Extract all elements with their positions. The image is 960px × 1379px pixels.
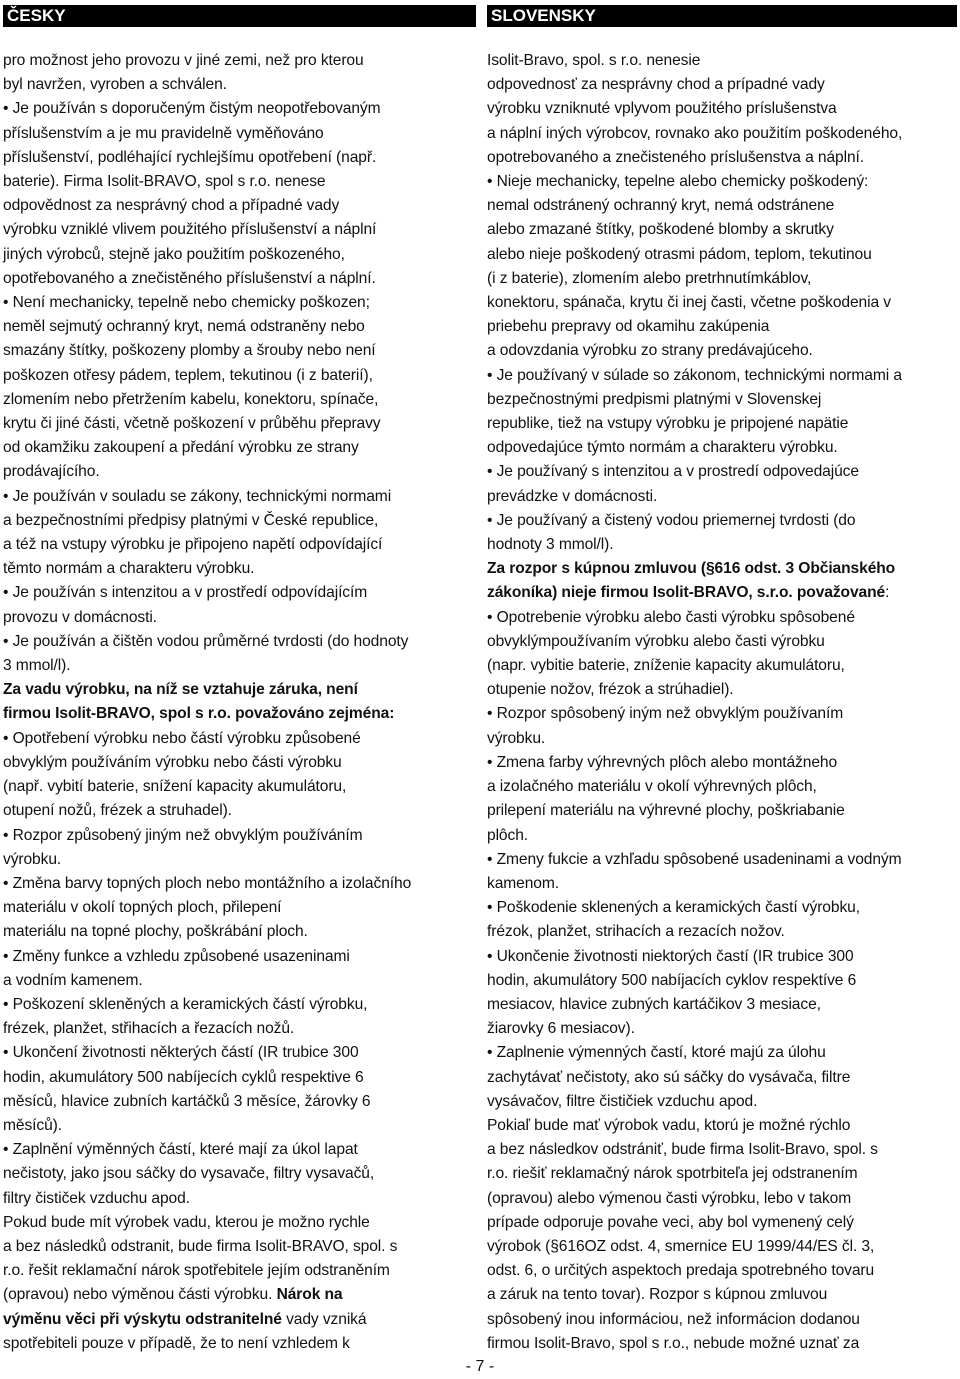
text-line-content: (opravou) alebo výmenou časti výrobku, lebo v takom	[487, 1189, 852, 1207]
text-line-content: Za vadu výrobku, na níž se vztahuje záruka, není	[3, 681, 358, 699]
text-line-content: r.o. riešiť reklamačný nárok spotrbiteľa jej odstranením	[487, 1165, 858, 1183]
text-line-content: mesiacov, hlavice zubných kartáčikov 3 mesiace,	[487, 995, 821, 1013]
text-line-content: hodin, akumulátory 500 nabíjecích cyklů respektive 6	[3, 1068, 364, 1086]
text-line	[487, 702, 957, 726]
text-line-content: a izolačného materiálu v okolí výhrevných plôch,	[487, 778, 817, 796]
text-line	[3, 896, 476, 920]
text-line-content: firmou Isolit-BRAVO, spol s r.o. považováno zejména:	[3, 705, 395, 723]
text-line-content: • Ukončení životnosti některých částí (IR trubice 300	[3, 1044, 359, 1062]
text-line-content: vysávačov, filtre čističiek vzduchu apod.	[487, 1092, 758, 1110]
text-line-content: • Zaplnění výměnných částí, které mají za úkol lapat	[3, 1141, 358, 1159]
text-line-content: otupenie nožov, frézok a strúhadiel).	[487, 681, 734, 699]
text-line-content: měsíců).	[3, 1116, 62, 1134]
text-line	[3, 388, 476, 412]
text-line-content: (opravou) nebo výměnou části výrobku.	[3, 1286, 277, 1304]
text-line	[3, 1308, 476, 1332]
text-line-content: • Poškození skleněných a keramických částí výrobku,	[3, 995, 368, 1013]
text-line	[3, 436, 476, 460]
text-line-content: výrobku.	[487, 729, 546, 747]
text-line-content: • Je používaný v súlade so zákonom, technickými normami a	[487, 366, 902, 384]
text-line	[487, 1017, 957, 1041]
text-line-content: a vodním kamenem.	[3, 971, 143, 989]
text-line	[487, 73, 957, 97]
text-line	[487, 485, 957, 509]
text-line	[3, 1259, 476, 1283]
text-line-content: výrobku vzniknuté vplyvom použitého príslušenstva	[487, 100, 837, 118]
text-line-content: hodnoty 3 mmol/l).	[487, 536, 614, 554]
text-line	[487, 267, 957, 291]
text-line-content: těmto normám a charakteru výrobku.	[3, 560, 255, 578]
text-line-content: zachytávať nečistoty, ako sú sáčky do vysávača, filtre	[487, 1068, 851, 1086]
text-line-content: frézek, planžet, střihacích a řezacích nožů.	[3, 1020, 295, 1038]
text-line	[487, 122, 957, 146]
text-line-content: a bezpečnostními předpisy platnými v České republice,	[3, 511, 379, 529]
text-line	[487, 678, 957, 702]
text-line	[487, 436, 957, 460]
text-line-content: neměl sejmutý ochranný kryt, nemá odstraněny nebo	[3, 318, 365, 336]
text-line	[487, 1308, 957, 1332]
text-line-content: prodávajícího.	[3, 463, 100, 481]
text-line	[487, 630, 957, 654]
text-line	[487, 799, 957, 823]
text-line-content: • Zmeny fukcie a vzhľadu spôsobené usadeninami a vodným	[487, 850, 902, 868]
text-line-content: (např. vybití baterie, snížení kapacity akumulátoru,	[3, 778, 347, 796]
text-line-content: provozu v domácnosti.	[3, 608, 157, 626]
text-line	[3, 49, 476, 73]
text-line-content: • Změna barvy topných ploch nebo montážního a izolačního	[3, 874, 412, 892]
text-line-content: • Opotrebenie výrobku alebo časti výrobku spôsobené	[487, 608, 855, 626]
text-line-content: filtry čističek vzduchu apod.	[3, 1189, 190, 1207]
text-line-content: obvyklýmpoužívaním výrobku alebo časti výrobku	[487, 632, 825, 650]
text-line	[3, 315, 476, 339]
text-line	[3, 1332, 476, 1356]
text-line-content: obvyklým používáním výrobku nebo části výrobku	[3, 753, 342, 771]
text-line	[3, 485, 476, 509]
text-line	[3, 460, 476, 484]
text-line-content: a náplní iných výrobcov, rovnako ako použitím poškodeného,	[487, 124, 903, 142]
text-line-content: pro možnost jeho provozu v jiné zemi, než pro kterou	[3, 52, 364, 69]
text-line-content: • Zmena farby výhrevných plôch alebo montážneho	[487, 753, 838, 771]
text-line	[487, 1235, 957, 1259]
text-line	[3, 218, 476, 242]
text-line	[3, 799, 476, 823]
text-line-content: • Je používán a čištěn vodou průměrné tvrdosti (do hodnoty	[3, 632, 409, 650]
text-line-content: republike, tiež na vstupy výrobku je pripojené napätie	[487, 415, 849, 433]
text-line	[3, 170, 476, 194]
text-line	[3, 1041, 476, 1065]
text-line-content: 3 mmol/l).	[3, 657, 71, 675]
text-line-content: a též na vstupy výrobku je připojeno napětí odpovídající	[3, 536, 383, 554]
text-line-content: • Není mechanicky, tepelně nebo chemicky poškozen;	[3, 294, 370, 312]
text-line	[487, 1114, 957, 1138]
text-line	[487, 388, 957, 412]
text-line	[3, 1090, 476, 1114]
text-line-content: výrobku.	[3, 850, 62, 868]
text-line	[3, 146, 476, 170]
text-line-content: příslušenství, podléhající rychlejšímu opotřebení (např.	[3, 148, 377, 166]
text-line	[487, 824, 957, 848]
text-line	[487, 291, 957, 315]
text-line	[3, 678, 476, 702]
text-line-bold-tail: Nárok na	[276, 1286, 343, 1304]
text-line	[3, 872, 476, 896]
text-line	[3, 291, 476, 315]
text-line-content: • Zaplnenie výmenných častí, ktoré majú za úlohu	[487, 1044, 826, 1062]
text-line-content: odpovědnost za nesprávný chod a případné vady	[3, 197, 340, 215]
text-line-content: poškozen otřesy pádem, teplem, tekutinou (i z baterií),	[3, 366, 373, 384]
text-line-content: plôch.	[487, 826, 529, 844]
text-line-content: odpovednosť za nesprávny chod a prípadné vady	[487, 76, 825, 94]
text-line-content: výměnu věci při výskytu odstranitelné	[3, 1310, 282, 1328]
text-line-content: od okamžiku zakoupení a předání výrobku ze strany	[3, 439, 359, 457]
text-line	[487, 170, 957, 194]
text-line	[3, 993, 476, 1017]
text-line-content: materiálu na topné plochy, poškrábání ploch.	[3, 923, 308, 941]
text-line-content: žiarovky 6 mesiacov).	[487, 1020, 635, 1038]
text-line	[487, 945, 957, 969]
text-line-content: byl navržen, vyroben a schválen.	[3, 76, 227, 94]
text-line	[487, 848, 957, 872]
text-line-content: prilepení materiálu na výhrevné plochy, poškriabanie	[487, 802, 845, 820]
text-line	[487, 339, 957, 363]
text-line	[3, 581, 476, 605]
text-line	[3, 1211, 476, 1235]
text-line	[3, 969, 476, 993]
text-line	[3, 751, 476, 775]
text-line	[487, 460, 957, 484]
text-line	[487, 993, 957, 1017]
text-line	[487, 1211, 957, 1235]
text-line-content: kamenom.	[487, 874, 559, 892]
text-line	[3, 364, 476, 388]
text-line-content: příslušenstvím a je mu pravidelně vyměňováno	[3, 124, 324, 142]
text-line-content: • Je používaný a čistený vodou priemernej tvrdosti (do	[487, 511, 856, 529]
text-line-content: spotřebiteli pouze v případě, že to není vzhledem k	[3, 1334, 350, 1352]
text-line	[3, 412, 476, 436]
text-line-content: prípade odporuje povahe veci, aby bol vymenený celý	[487, 1213, 854, 1231]
text-line-content: (napr. vybitie baterie, zníženie kapacity akumulátoru,	[487, 657, 845, 675]
text-line	[3, 654, 476, 678]
text-line	[487, 1162, 957, 1186]
text-line-content: firmou Isolit-Bravo, spol s r.o., nebude možné uznať za	[487, 1334, 860, 1352]
text-line	[3, 1017, 476, 1041]
text-line	[3, 509, 476, 533]
text-line-content: r.o. řešit reklamační nárok spotřebitele jejím odstraněním	[3, 1262, 390, 1280]
text-line	[3, 606, 476, 630]
slovak-heading: SLOVENSKY	[487, 5, 957, 27]
text-line	[487, 218, 957, 242]
text-line	[487, 364, 957, 388]
text-line	[3, 824, 476, 848]
text-line	[3, 848, 476, 872]
text-line	[487, 146, 957, 170]
text-line	[487, 194, 957, 218]
text-line-content: zlomením nebo přetržením kabelu, konektoru, spínače,	[3, 390, 379, 408]
text-line	[487, 533, 957, 557]
czech-heading: ČESKY	[3, 5, 476, 27]
text-line-content: a záruk na tento tovar). Rozpor s kúpnou zmluvou	[487, 1286, 828, 1304]
text-line-content: • Rozpor spôsobený iným než obvyklým používaním	[487, 705, 844, 723]
text-line	[487, 1066, 957, 1090]
text-line	[3, 630, 476, 654]
text-line	[487, 896, 957, 920]
text-line-tail: vady vzniká	[281, 1310, 367, 1328]
text-line-content: • Je používán s doporučeným čistým neopotřebovaným	[3, 100, 381, 118]
text-line-content: alebo zmazané štítky, poškodené blomby a skrutky	[487, 221, 834, 239]
text-line-content: materiálu v okolí topných ploch, přilepení	[3, 899, 282, 917]
text-line-content: • Nieje mechanicky, tepelne alebo chemicky poškodený:	[487, 173, 869, 191]
text-line-content: konektoru, spánača, krytu či inej časti, včetne poškodenia v	[487, 294, 891, 312]
text-line	[3, 1187, 476, 1211]
text-line	[3, 243, 476, 267]
text-line	[3, 1066, 476, 1090]
text-line	[487, 1187, 957, 1211]
text-line	[487, 775, 957, 799]
text-line	[3, 73, 476, 97]
text-line-content: hodin, akumulátory 500 nabíjacích cyklov respektíve 6	[487, 971, 857, 989]
text-line-content: a bez následků odstranit, bude firma Isolit-BRAVO, spol. s	[3, 1237, 398, 1255]
text-line	[487, 1041, 957, 1065]
text-line-content: • Poškodenie sklenených a keramických častí výrobku,	[487, 899, 860, 917]
text-line	[487, 872, 957, 896]
text-line-content: opotřebovaného a znečistěného příslušenství a náplní.	[3, 269, 376, 287]
text-line-content: odst. 6, o určitých aspektoch predaja spotrebného tovaru	[487, 1262, 875, 1280]
text-line-content: Isolit-Bravo, spol. s r.o. nenesie	[487, 52, 701, 69]
text-line-content: alebo nieje poškodený otrasmi pádom, teplom, tekutinou	[487, 245, 872, 263]
text-line-content: • Opotřebení výrobku nebo částí výrobku způsobené	[3, 729, 361, 747]
page-number: - 7 -	[465, 1358, 495, 1375]
text-line	[3, 97, 476, 121]
text-line	[487, 412, 957, 436]
text-line-content: (i z baterie), zlomením alebo pretrhnutímkáblov,	[487, 269, 812, 287]
text-line-content: nečistoty, jako jsou sáčky do vysavače, filtry vysavačů,	[3, 1165, 375, 1183]
text-line	[487, 243, 957, 267]
text-line	[3, 194, 476, 218]
text-line	[487, 1259, 957, 1283]
text-line	[3, 1162, 476, 1186]
text-line-content: frézok, planžet, strihacích a rezacích nožov.	[487, 923, 785, 941]
text-line	[3, 920, 476, 944]
text-line-content: krytu či jiné části, včetně poškození v průběhu přepravy	[3, 415, 381, 433]
text-line-content: jiných výrobců, stejně jako použitím poškozeného,	[3, 245, 345, 263]
text-line-content: odpovedajúce týmto normám a charakteru výrobku.	[487, 439, 838, 457]
text-line-tail: :	[885, 584, 890, 602]
text-line-content: a odovzdania výrobku zo strany predávajúceho.	[487, 342, 813, 360]
text-line	[487, 1283, 957, 1307]
text-line-content: smazány štítky, poškozeny plomby a šrouby nebo není	[3, 342, 376, 360]
text-line-content: baterie). Firma Isolit-BRAVO, spol s r.o. nenese	[3, 173, 326, 191]
text-line-content: bezpečnostnými predpismi platnými v Slovenskej	[487, 390, 822, 408]
text-line	[487, 606, 957, 630]
text-line	[3, 1138, 476, 1162]
text-line-content: a bez následkov odstrániť, bude firma Isolit-Bravo, spol. s	[487, 1141, 878, 1159]
text-line	[487, 920, 957, 944]
text-line-content: • Rozpor způsobený jiným než obvyklým používáním	[3, 826, 363, 844]
text-line	[3, 1114, 476, 1138]
text-line	[487, 509, 957, 533]
text-line-content: otupení nožů, frézek a struhadel).	[3, 802, 232, 820]
text-line-content: výrobku vzniklé vlivem použitého příslušenství a náplní	[3, 221, 377, 239]
slovak-text	[487, 49, 957, 1356]
text-line-content: měsíců, hlavice zubních kartáčků 3 měsíce, žárovky 6	[3, 1092, 371, 1110]
text-line	[3, 557, 476, 581]
text-line-content: priebehu prepravy od okamihu zakúpenia	[487, 318, 770, 336]
text-line	[3, 1235, 476, 1259]
czech-column	[3, 5, 476, 1356]
text-line	[487, 97, 957, 121]
text-line	[3, 267, 476, 291]
text-line	[487, 557, 957, 581]
text-line	[487, 654, 957, 678]
text-line	[3, 727, 476, 751]
text-line	[3, 702, 476, 726]
text-line	[487, 1090, 957, 1114]
slovak-column	[487, 5, 957, 1356]
text-line	[3, 945, 476, 969]
text-line	[487, 581, 957, 605]
text-line-content: zákoníka) nieje firmou Isolit-BRAVO, s.r.o. považované	[487, 584, 886, 602]
text-line	[3, 1283, 476, 1307]
text-line-content: opotrebovaného a znečisteného príslušenstva a náplní.	[487, 148, 865, 166]
text-line	[487, 969, 957, 993]
text-line	[3, 775, 476, 799]
text-line	[3, 339, 476, 363]
text-line-content: • Ukončenie životnosti niektorých častí (IR trubice 300	[487, 947, 854, 965]
text-line-content: výrobok (§616OZ odst. 4, smernice EU 1999/44/ES čl. 3,	[487, 1237, 875, 1255]
text-line-content: spôsobený inou informáciou, než informácion dodanou	[487, 1310, 860, 1328]
text-line-content: • Je používán s intenzitou a v prostředí odpovídajícím	[3, 584, 368, 602]
text-line	[487, 727, 957, 751]
text-line	[487, 49, 957, 73]
text-line-content: prevádzke v domácnosti.	[487, 487, 658, 505]
text-line-content: • Změny funkce a vzhledu způsobené usazeninami	[3, 947, 350, 965]
text-line	[487, 1138, 957, 1162]
text-line-content: Pokud bude mít výrobek vadu, kterou je možno rychle	[3, 1213, 370, 1231]
text-line	[487, 1332, 957, 1356]
text-line	[487, 751, 957, 775]
text-line	[3, 122, 476, 146]
text-line	[3, 533, 476, 557]
text-line-content: Pokiaľ bude mať výrobok vadu, ktorú je možné rýchlo	[487, 1116, 851, 1134]
text-line-content: • Je používán v souladu se zákony, technickými normami	[3, 487, 392, 505]
text-line-content: nemal odstránený ochranný kryt, nemá odstránene	[487, 197, 835, 215]
text-line	[487, 315, 957, 339]
czech-text	[3, 49, 476, 1356]
text-line-content: • Je používaný s intenzitou a v prostredí odpovedajúce	[487, 463, 859, 481]
text-line-content: Za rozpor s kúpnou zmluvou (§616 odst. 3 Občianského	[487, 560, 896, 578]
